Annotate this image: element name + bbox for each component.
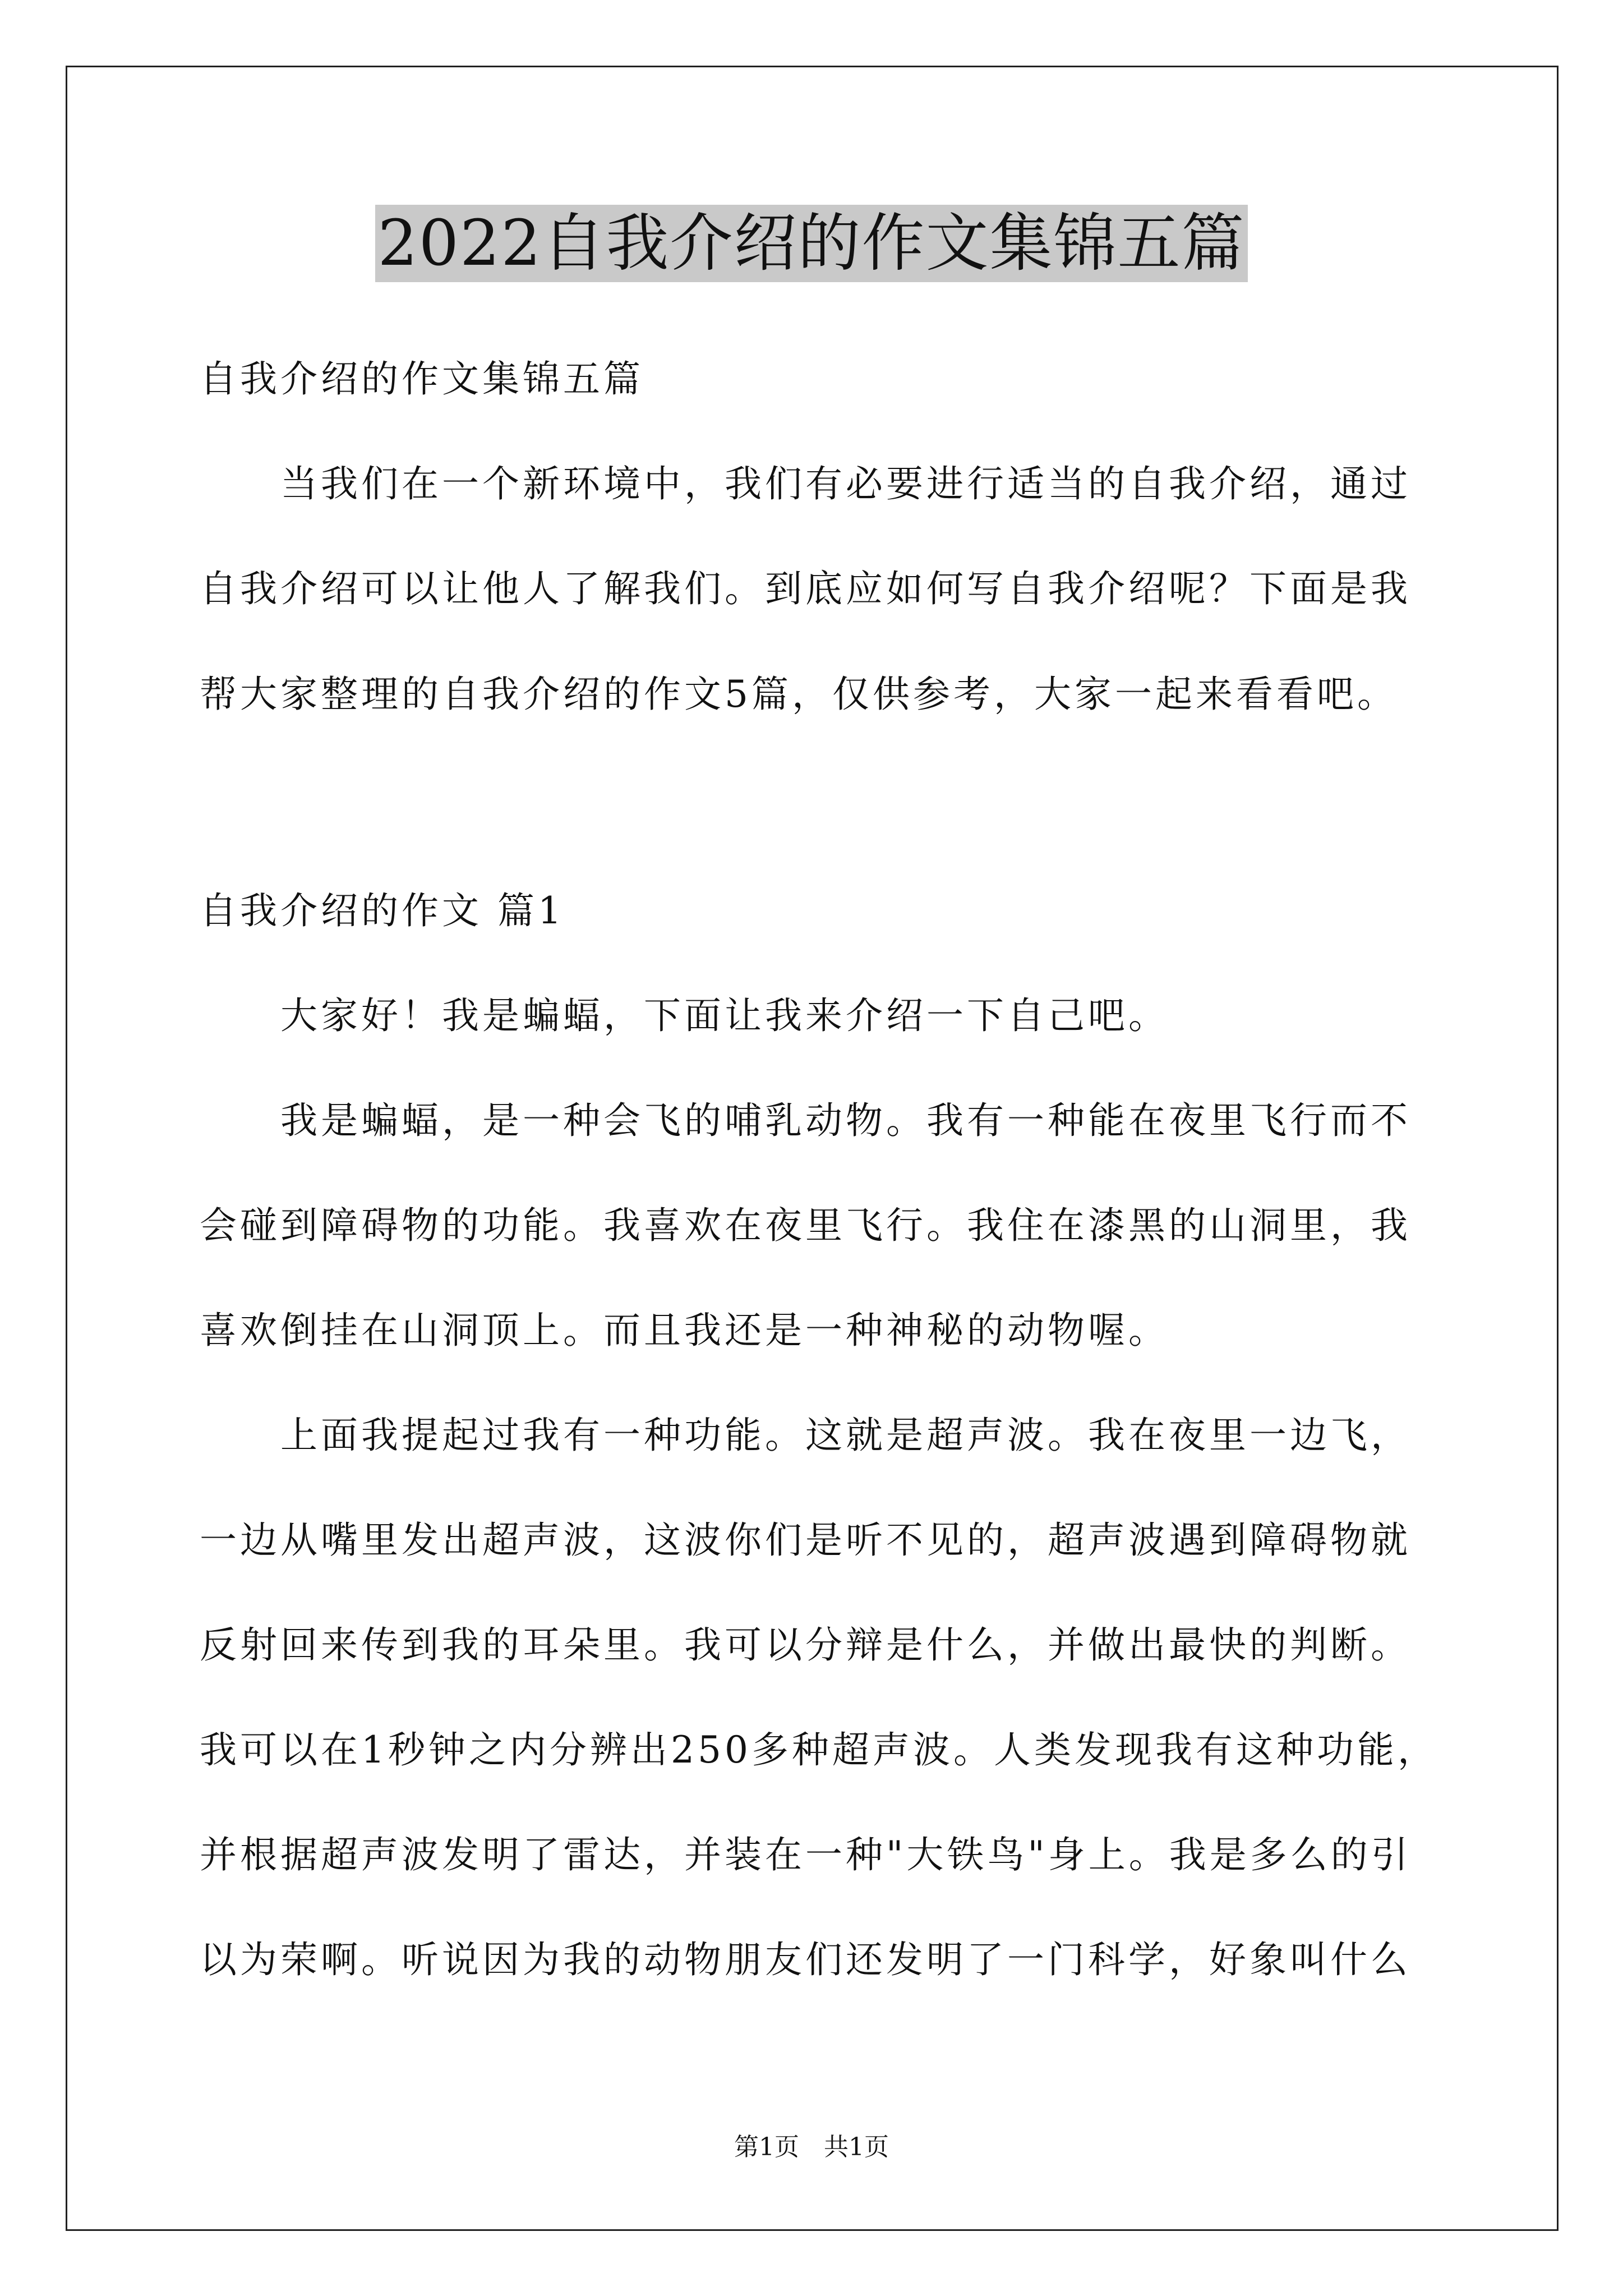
text-line: 反射回来传到我的耳朵里。我可以分辩是什么，并做出最快的判断。 [200, 1623, 1411, 1667]
section-heading: 自我介绍的作文 篇1 [200, 889, 565, 932]
page-footer: 第1页 共1页 [734, 2133, 889, 2161]
text-line: 上面我提起过我有一种功能。这就是超声波。我在夜里一边飞， [280, 1414, 1411, 1457]
text-line: 当我们在一个新环境中，我们有必要进行适当的自我介绍，通过 [280, 462, 1411, 505]
text-line: 帮大家整理的自我介绍的作文5篇，仅供参考，大家一起来看看吧。 [200, 673, 1398, 716]
text-line: 我可以在1秒钟之内分辨出250多种超声波。人类发现我有这种功能， [200, 1728, 1438, 1772]
text-line: 喜欢倒挂在山洞顶上。而且我还是一种神秘的动物喔。 [200, 1309, 1169, 1352]
subtitle-line: 自我介绍的作文集锦五篇 [200, 357, 644, 401]
text-line: 以为荣啊。听说因为我的动物朋友们还发明了一门科学，好象叫什么 [200, 1938, 1411, 1981]
text-line: 并根据超声波发明了雷达，并装在一种"大铁鸟"身上。我是多么的引 [200, 1833, 1412, 1876]
text-line: 大家好！我是蝙蝠，下面让我来介绍一下自己吧。 [280, 994, 1169, 1037]
text-line: 我是蝙蝠，是一种会飞的哺乳动物。我有一种能在夜里飞行而不 [280, 1099, 1411, 1142]
document-title: 2022自我介绍的作文集锦五篇 [375, 205, 1247, 282]
text-line: 自我介绍可以让他人了解我们。到底应如何写自我介绍呢？下面是我 [200, 567, 1411, 610]
title-wrap [0, 205, 1623, 282]
text-line: 一边从嘴里发出超声波，这波你们是听不见的，超声波遇到障碍物就 [200, 1519, 1411, 1562]
text-line: 会碰到障碍物的功能。我喜欢在夜里飞行。我住在漆黑的山洞里，我 [200, 1204, 1411, 1247]
